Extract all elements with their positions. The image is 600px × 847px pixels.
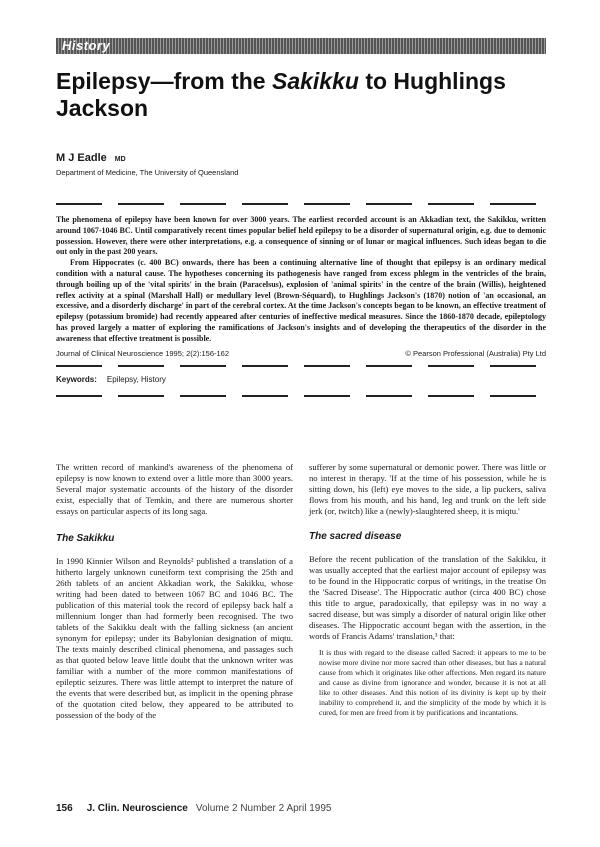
heading-sacred-disease: The sacred disease [309, 531, 402, 542]
title-emph: Sakikku [271, 68, 359, 94]
section-tag [56, 38, 546, 54]
divider-top [56, 203, 546, 205]
divider-bottom [56, 395, 546, 397]
sacred-paragraph: Before the recent publication of the translation of the Sakikku, it was usually accepted that the earliest major account of epilepsy was to be found in the Hippocratic corpus of writings, in the treatise On the 'Sacred Disease'. The Hippocratic author (circa 400 BC) chose this title to argue, paradoxically, that epilepsy was in no way a sacred disease, but was simply a disorder of natural origin like other diseases. The Hippocratic account began with the assertion, in the words of Francis Adams' translation,³ that: [309, 554, 546, 641]
author-line [56, 152, 126, 164]
article-title [56, 68, 556, 122]
keywords-label: Keywords: [56, 375, 97, 384]
sakikku-paragraph: In 1990 Kinnier Wilson and Reynolds² published a translation of a hitherto largely unknown cuneiform text comprising the 25th and 26th tablets of an ancient Akkadian work, the Sakikku, whose writing had been dated to between 1067 BC and 1046 BC. The publication of this material took the record of epilepsy back half a millennium longer than had formerly been recognised. The two tablets of the Sakikku dealt with the falling sickness (an ancient synonym for epilepsy; under its Babylonian designation of miqtu. The texts mainly described clinical phenomena, and passages such as that quoted below leave little doubt that the unknown writer was familiar with a number of the more common manifestations of epileptic seizures. There was little attempt to interpret the nature of the events that were described but, as implicit in the opening phrase of the quotation cited below, they appeared to be attributed to possession of the body of the [56, 556, 293, 720]
abstract-paragraph-2: From Hippocrates (c. 400 BC) onwards, there has been a continuing alternative line of thought that epilepsy is an ordinary medical condition with a natural cause. The hypotheses concerning its pathogenesis have ranged from excess phlegm in the ventricles of the brain, through boiling up of the 'vital spirits' in the brain (Paracelsus), explosion of 'animal spirits' in the centre of the brain (Willis), heightened reflex activity at a spinal (Marshall Hall) or medullary level (Brown-Séquard), to Hughlings Jackson's (1870) notion of 'an occasional, an excessive, and a disorderly discharge' in part of the cerebral cortex. At the time Jackson's concepts began to be known, an effective treatment of epilepsy (potassium bromide) had recently appeared after centuries of ineffective medical measures. Since the 1860-1870 decade, epileptology has proved largely a matter of exploring the ramifications of Jackson's insights and of developing the therapeutics of the disorder in the awareness that effective treatment is possible. [56, 258, 546, 343]
heading-sakikku: The Sakikku [56, 533, 115, 544]
section-tag-label: History [62, 38, 111, 53]
keywords [56, 375, 166, 384]
author-degree: MD [114, 156, 126, 163]
continued-paragraph: sufferer by some supernatural or demonic power. There was little or no interest in therapy. 'If at the time of his possession, while he is sitting down, his (left) eye moves to the side, a lip puckers, saliva flows from his mouth, and his hand, leg and trunk on the left side jerk (or, twitch) like a (newly)-slaughtered sheep, it is miqtu.' [309, 462, 546, 516]
abstract [56, 215, 546, 345]
abstract-paragraph-1: The phenomena of epilepsy have been known for over 3000 years. The earliest recorded account is an Akkadian text, the Sakikku, written around 1067-1046 BC. Until comparatively recent times popular belief held epilepsy to be a disorder of supernatural origin, e.g. due to demonic possession. However, there were other interpretations, e.g. a consequence of sinning or of lunar or magical influences. Such ideas began to die out only in the past 200 years. [56, 215, 546, 257]
journal-citation: Journal of Clinical Neuroscience 1995; 2(2):156-162 [56, 349, 230, 358]
footer-volume: Volume 2 Number 2 April 1995 [195, 803, 332, 814]
intro-paragraph: The written record of mankind's awareness of the phenomena of epilepsy is now known to extend over a little more than 3000 years. Several major systematic accounts of the history of the disorder exist, especially that of Temkin, and there are numerous shorter essays on particular aspects of its long saga. [56, 462, 293, 516]
title-part2: to Hughlings Jackson [56, 68, 506, 121]
page-number: 156 [56, 803, 73, 814]
page-footer [56, 803, 331, 814]
author-name: M J Eadle [56, 152, 107, 164]
footer-journal: J. Clin. Neuroscience [86, 803, 188, 814]
keywords-value: Epilepsy, History [106, 375, 166, 384]
copyright: © Pearson Professional (Australia) Pty Ltd [405, 349, 546, 358]
title-part1: Epilepsy—from the [56, 68, 272, 94]
body-column-left [56, 462, 293, 721]
body-column-right [309, 462, 546, 718]
divider-middle [56, 365, 546, 367]
author-affiliation: Department of Medicine, The University of Queensland [56, 168, 239, 177]
citation-row [56, 349, 546, 358]
hippocratic-quote: It is thus with regard to the disease called Sacred: it appears to me to be nowise more divine nor more sacred than other diseases, but has a natural cause from which it originates like other affections. Men regard its nature and cause as divine from ignorance and wonder, because it is not at all like to other diseases. And this notion of its divinity is kept up by their inability to comprehend it, and the simplicity of the mode by which it is cured, for men are freed from it by purifications and incantations. [319, 648, 546, 717]
